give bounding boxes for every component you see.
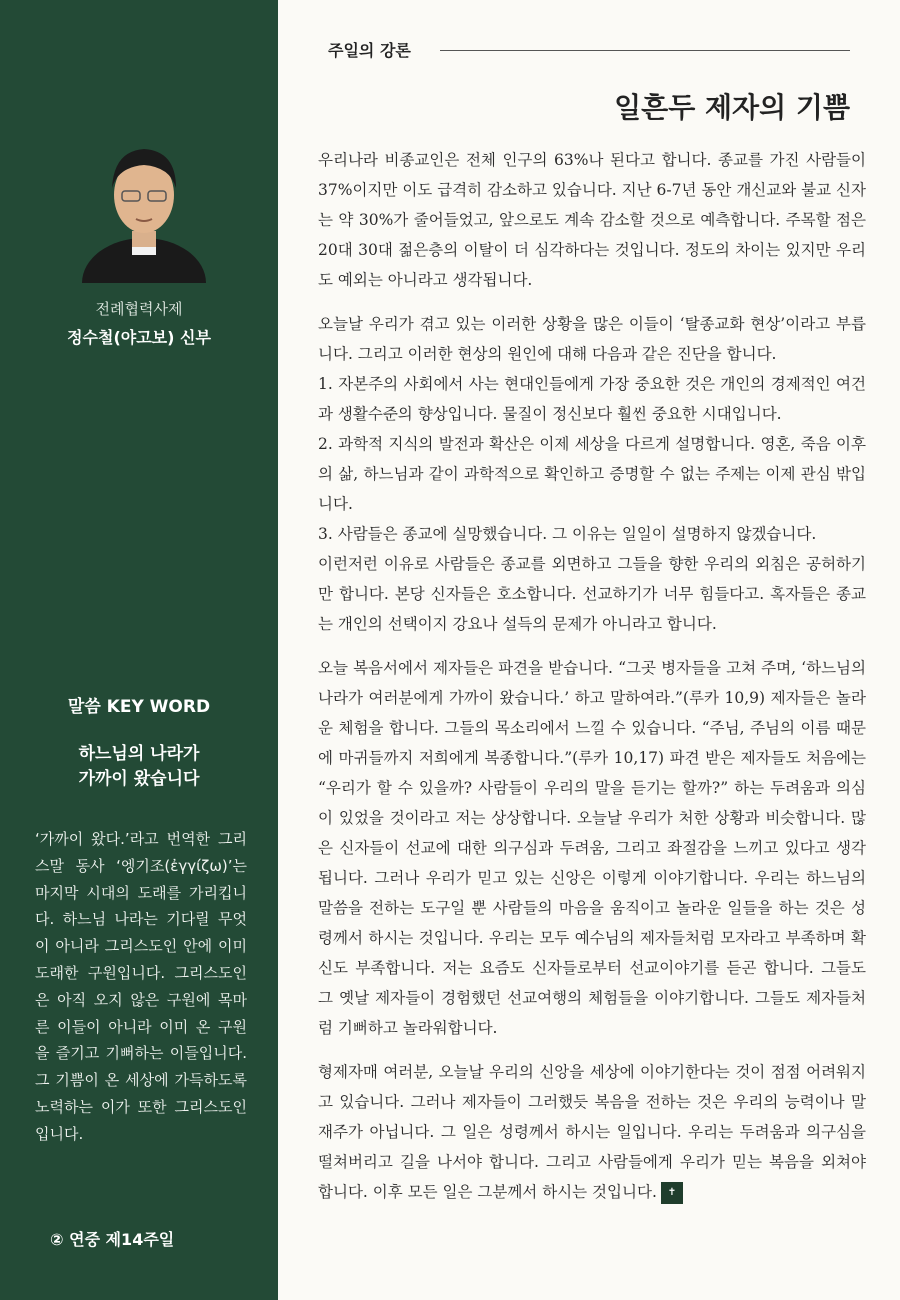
paragraph-5-text: 형제자매 여러분, 오늘날 우리의 신앙을 세상에 이야기한다는 것이 점점 어려워지고 있습니다. 그러나 제자들이 그러했듯 복음을 전하는 것은 우리의 능력이나 말재주가 아닙니다. 그 일은 성령께서 하시는 일입니다. 우리는 두려움과 의구심을 떨쳐버리고 길을 나서야 합니다. 그리고 사람들에게 우리가 믿는 복음을 외쳐야 합니다. 이후 모든 일은 그분께서 하시는 것입니다. (318, 1063, 866, 1201)
priest-portrait (82, 133, 207, 283)
paragraph-1: 우리나라 비종교인은 전체 인구의 63%나 된다고 합니다. 종교를 가진 사람들이 37%이지만 이도 급격히 감소하고 있습니다. 지난 6-7년 동안 개신교와 불교 신자는 약 30%가 줄어들었고, 앞으로도 계속 감소할 것으로 예측합니다. 주목할 점은 20대 30대 젊은층의 이탈이 더 심각하다는 것입니다. 정도의 차이는 있지만 우리도 예외는 아니라고 생각됩니다. (318, 151, 866, 289)
priest-role: 전례협력사제 (95, 300, 183, 318)
keyword-phrase-line-1: 하느님의 나라가 (78, 744, 200, 764)
keyword-phrase-line-2: 가까이 왔습니다 (78, 769, 200, 789)
header-divider (440, 50, 850, 51)
keyword-phrase (0, 742, 278, 792)
list-item-2: 2. 과학적 지식의 발전과 확산은 이제 세상을 다르게 설명합니다. 영혼, 죽음 이후의 삶, 하느님과 같이 과학적으로 확인하고 증명할 수 없는 주제는 이제 관심 밖입니다. (318, 435, 866, 513)
paragraph-3-text: 이런저런 이유로 사람들은 종교를 외면하고 그들을 향한 우리의 외침은 공허하기만 합니다. 본당 신자들은 호소합니다. 선교하기가 너무 힘들다고. 혹자들은 종교는 개인의 선택이지 강요나 설득의 문제가 아니라고 합니다. (318, 555, 866, 633)
issue-label: ② 연중 제14주일 (50, 1230, 175, 1249)
priest-name: 정수철(야고보) 신부 (67, 328, 211, 347)
paragraph-2-text: 오늘날 우리가 겪고 있는 이러한 상황을 많은 이들이 ‘탈종교화 현상’이라고 부릅니다. 그리고 이러한 현상의 원인에 대해 다음과 같은 진단을 합니다. (318, 315, 866, 363)
keyword-title: 말씀 KEY WORD (67, 697, 211, 717)
article-title: 일흔두 제자의 기쁨 (614, 91, 850, 124)
end-mark-icon: ✝ (661, 1182, 683, 1204)
sidebar (0, 0, 278, 1300)
keyword-body: ‘가까이 왔다.’라고 번역한 그리스말 동사 ‘엥기조(ἐγγίζω)’는 마지막 시대의 도래를 가리킵니다. 하느님 나라는 기다릴 무엇이 아니라 그리스도인 안에 이미 도래한 구원입니다. 그리스도인은 아직 오지 않은 구원에 목마른 이들이 아니라 이미 온 구원을 즐기고 기뻐하는 이들입니다. 그 기쁨이 온 세상에 가득하도록 노력하는 이가 또한 그리스도인입니다. (35, 830, 247, 1143)
paragraph-5 (318, 1057, 866, 1207)
paragraph-2 (318, 309, 866, 639)
list-item-3: 3. 사람들은 종교에 실망했습니다. 그 이유는 일일이 설명하지 않겠습니다. (318, 525, 817, 543)
article-body (318, 145, 866, 1221)
paragraph-4: 오늘 복음서에서 제자들은 파견을 받습니다. “그곳 병자들을 고쳐 주며, ‘하느님의 나라가 여러분에게 가까이 왔습니다.’ 하고 말하여라.”(루카 10,9) 제자들은 놀라운 체험을 합니다. 그들의 목소리에서 느낄 수 있습니다. “주님, 주님의 이름 때문에 마귀들까지 저희에게 복종합니다.”(루카 10,17) 파견 받은 제자들도 처음에는 “우리가 할 수 있을까? 사람들이 우리의 말을 듣기는 할까?” 하는 두려움과 의심이 있었을 것이라고 저는 상상합니다. 오늘날 우리가 처한 상황과 비슷합니다. 많은 신자들이 선교에 대한 의구심과 두려움, 그리고 좌절감을 느끼고 있다고 생각됩니다. 그러나 우리가 믿고 있는 신앙은 이렇게 이야기합니다. 우리는 하느님의 말씀을 전하는 도구일 뿐 사람들의 마음을 움직이고 놀라운 일들을 하는 것은 성령께서 하시는 것입니다. 우리는 모두 예수님의 제자들처럼 모자라고 부족하며 확신도 부족합니다. 저는 요즘도 신자들로부터 선교이야기를 듣곤 합니다. 그들도 그 옛날 제자들이 경험했던 선교여행의 체험들을 이야기합니다. 그들도 제자들처럼 기뻐하고 놀라워합니다. (318, 659, 866, 1037)
section-label: 주일의 강론 (328, 41, 411, 60)
list-item-1: 1. 자본주의 사회에서 사는 현대인들에게 가장 중요한 것은 개인의 경제적인 여건과 생활수준의 향상입니다. 물질이 정신보다 훨씬 중요한 시대입니다. (318, 375, 866, 423)
